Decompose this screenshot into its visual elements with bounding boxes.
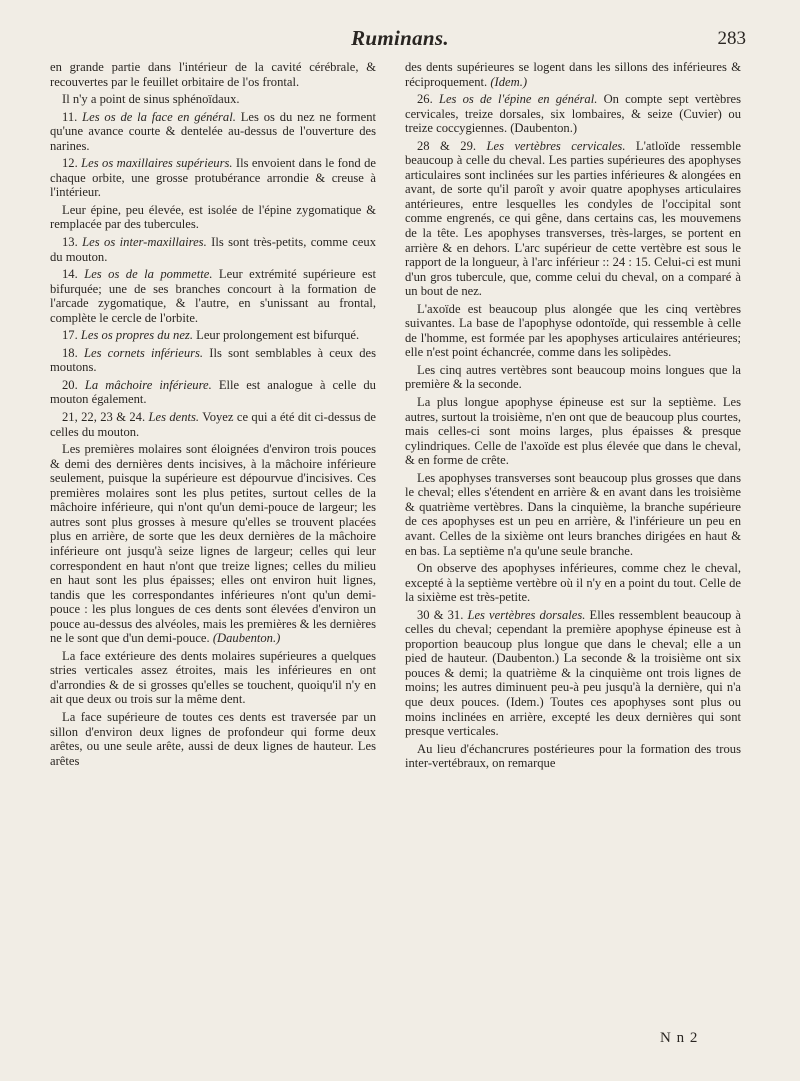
paragraph-text: Les os du nez ne forment qu'une avance courte & dentelée au-dessus de l'ouverture des narines.	[50, 109, 376, 153]
section-number: 11.	[62, 109, 78, 124]
paragraph: Les apophyses transverses sont beaucoup plus grosses que dans le cheval; elles s'étendent en arrière & en avant dans les troisième & quatrième vertèbres. Dans la cinquième, la branche supérieure de ces apophyses est un peu en arrière, & l'inférieure un peu en avant. Celles de la sixième ont leurs branches dirigées en haut & en bas. La septième n'a qu'une seule branche.	[405, 470, 741, 558]
paragraph: en grande partie dans l'intérieur de la cavité cérébrale, & recouvertes par le feuillet orbitaire de l'os frontal.	[50, 60, 376, 89]
section-number: 13.	[62, 235, 78, 250]
section-heading: Les os de la face en général.	[82, 109, 236, 124]
section-heading: Les cornets inférieurs.	[83, 345, 204, 360]
section-heading: Les vertèbres dorsales.	[467, 607, 586, 622]
paragraph	[50, 410, 376, 439]
section-heading: Les dents.	[148, 410, 200, 425]
paragraph: Les cinq autres vertèbres sont beaucoup moins longues que la première & la seconde.	[405, 362, 741, 392]
paragraph	[405, 139, 741, 299]
citation: (Daubenton.)	[212, 631, 281, 646]
paragraph	[405, 92, 741, 136]
citation: (Idem.)	[490, 74, 528, 89]
paragraph-text: Elles ressemblent beaucoup à celles du cheval; cependant la première apophyse épineuse est à proportion beaucoup plus longue que dans le cheval; elle a un pied de hauteur. (Daubenton.) La seconde & la troisième ont six pouces & demi; la quatrième & la cinquième ont trois lignes de moins; les autres diminuent peu-à peu jusqu'à la dernière, qui n'a que deux pouces. (Idem.) Toutes ces apophyses sont plus ou moins inclinées en arrière, excepté les deux dernières qui sont presque verticales.	[405, 607, 741, 739]
section-number: 14.	[62, 267, 78, 282]
paragraph	[405, 608, 741, 739]
paragraph-text: Leur extrémité supérieure est bifurquée; une de ses branches concourt à la formation de l'arcade zygomatique, & l'autre, en s'unissant au frontal, complète le cercle de l'orbite.	[50, 267, 377, 325]
paragraph	[50, 235, 376, 264]
paragraph-text: On compte sept vertèbres cervicales, treize dorsales, six lombaires, & seize (Cuvier) ou treize coccygiennes. (Daubenton.)	[405, 92, 741, 136]
paragraph: La face supérieure de toutes ces dents est traversée par un sillon d'environ deux lignes de profondeur qui forme deux arêtes, ou une seule arête, aussi de deux lignes de hauteur. Les arêtes	[50, 709, 376, 768]
paragraph: La face extérieure des dents molaires supérieures a quelques stries verticales assez étroites, mais les inférieures en ont d'arrondies & de si grosses qu'elles se touchent, quoiqu'il n'y en ait que deux ou trois sur la même dent.	[50, 648, 376, 707]
paragraph: L'axoïde est beaucoup plus alongée que les cinq vertèbres suivantes. La base de l'apophyse odontoïde, qui ressemble à celle de l'homme, est formée par les apophyses articulaires antérieures; elle n'est point échancrée, comme dans les solipèdes.	[405, 301, 741, 360]
signature-mark: N n 2	[660, 1030, 699, 1046]
section-heading: Les os de l'épine en général.	[438, 92, 598, 107]
section-number: 12.	[62, 156, 78, 171]
section-heading: Les vertèbres cervicales.	[486, 138, 626, 153]
section-heading: Les os propres du nez.	[80, 328, 193, 343]
section-heading: Les os inter-maxillaires.	[82, 235, 207, 250]
paragraph	[50, 110, 376, 154]
paragraph-text: Ils sont semblables à ceux des moutons.	[50, 345, 376, 375]
section-number: 26.	[417, 92, 433, 107]
paragraph: Leur épine, peu élevée, est isolée de l'épine zygomatique & remplacée par des tubercules.	[50, 202, 376, 232]
paragraph-text: L'atloïde ressemble beaucoup à celle du cheval. Les parties supérieures des apophyses articulaires sont inclinées sur les parties inférieures & alongées en avant, de sorte qu'il paroît y avoir quatre apophyses articulaires antérieures, entre lesquelles les condyles de l'occipital sont comme engrenés, ce qui gêne, dans certains cas, les mouvemens de la tête. Les apophyses transverses, très-larges, se portent en arrière & en dehors. L'arc supérieur de cette vertèbre est sous le rapport de la longueur, à l'arc inférieur :: 24 : 15. Celui-ci est muni d'un gros tubercule, que, comme celui du cheval, on a comparé à un bout de nez.	[405, 138, 741, 299]
paragraph	[50, 346, 376, 375]
running-head: Ruminans.	[351, 26, 449, 50]
left-column	[50, 60, 376, 771]
section-number: 17.	[62, 328, 78, 343]
page-header	[0, 26, 800, 56]
paragraph	[405, 60, 741, 89]
section-number: 30 & 31.	[417, 607, 464, 622]
paragraph-text: Les premières molaires sont éloignées d'environ trois pouces & demi des dernières dents incisives, à la mâchoire inférieure seulement, puisque la supérieure est dépourvue d'incisives. Ces premières molaires sont les plus petites, surtout celles de la mâchoire inférieure, qui n'ont qu'un demi-pouce de largeur; les autres sont plus grosses à mesure qu'elles se trouvent placées plus en arrière, de sorte que les deux dernières de la mâchoire inférieure ont jusqu'à seize lignes de largeur; celles qui leur correspondent en haut n'ont que treize lignes; celles du milieu en haut sont les plus épaisses; elles ont environ huit lignes, tandis que les correspondantes inférieures n'ont qu'un demi-pouce : les plus longues de ces dents sont élevées d'environ un pouce au-dessus des alvéoles, mais les premières & les dernières ne le sont que d'un demi-pouce.	[50, 442, 376, 646]
paragraph: Au lieu d'échancrures postérieures pour la formation des trous inter-vertébraux, on remarque	[405, 741, 741, 771]
section-number: 18.	[62, 345, 78, 360]
paragraph: On observe des apophyses inférieures, comme chez le cheval, excepté à la septième vertèbre où il n'y en a point du tout. Celle de la sixième est très-petite.	[405, 561, 741, 605]
paragraph-text: Leur prolongement est bifurqué.	[192, 328, 360, 343]
paragraph	[50, 156, 376, 200]
section-number: 20.	[62, 377, 78, 392]
paragraph	[50, 378, 376, 407]
section-heading: La mâchoire inférieure.	[84, 377, 212, 392]
section-heading: Les os de la pommette.	[84, 267, 213, 282]
paragraph: La plus longue apophyse épineuse est sur la septième. Les autres, surtout la troisième, n'en ont que de beaucoup plus courtes, mais celles-ci sont moins larges, plus épaisses & presque cylindriques. Celle de l'axoïde est plus élevée que dans le cheval, & en forme de crête.	[405, 395, 741, 468]
paragraph-text: Voyez ce qui a été dit ci-dessus de celles du mouton.	[50, 410, 376, 439]
paragraph	[50, 442, 376, 646]
page-number: 283	[717, 28, 746, 49]
paragraph: Il n'y a point de sinus sphénoïdaux.	[62, 92, 240, 107]
paragraph-text: Ils sont très-petits, comme ceux du mouton.	[50, 235, 376, 264]
right-column	[405, 60, 741, 774]
section-number: 28 & 29.	[417, 138, 477, 153]
section-number: 21, 22, 23 & 24.	[62, 410, 146, 425]
paragraph-text: Ils envoient dans le fond de chaque orbite, une grosse protubérance arrondie & creuse à l'intérieur.	[50, 156, 376, 200]
section-heading: Les os maxillaires supérieurs.	[81, 156, 233, 171]
paragraph-text: Elle est analogue à celle du mouton également.	[50, 377, 376, 407]
paragraph	[50, 267, 376, 325]
paragraph-text: des dents supérieures se logent dans les sillons des inférieures & réciproquement.	[405, 60, 741, 89]
paragraph	[50, 328, 376, 343]
